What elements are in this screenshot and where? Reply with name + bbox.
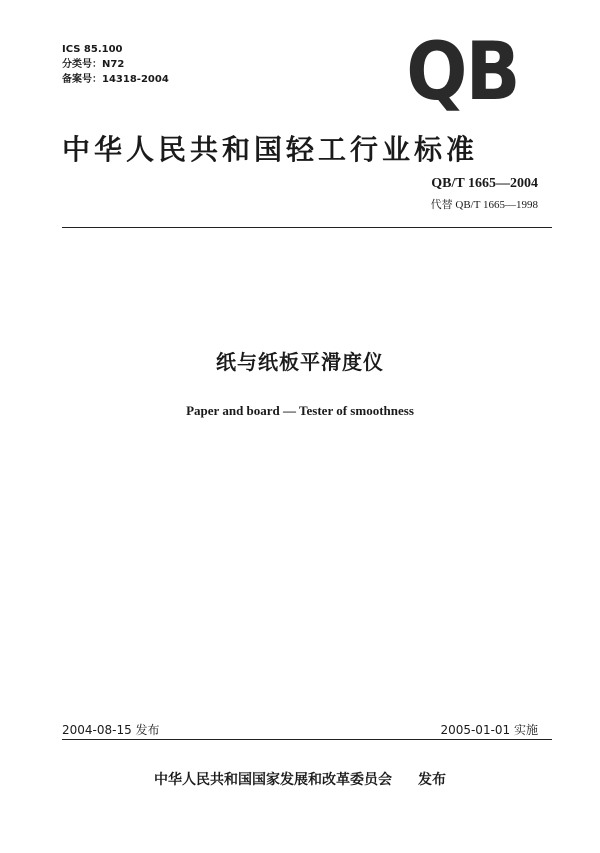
qb-logo (404, 25, 520, 118)
ics-code: ICS 85.100 (62, 44, 123, 55)
replaced-standard: 代替 QB/T 1665—1998 (430, 199, 538, 211)
class-number: 分类号：N72 (62, 59, 125, 70)
issuer-name: 中华人民共和国国家发展和改革委员会 (154, 772, 392, 788)
issuing-authority (0, 769, 600, 789)
standard-category-title: 中华人民共和国轻工行业标准 (62, 133, 479, 166)
document-title-cn: 纸与纸板平滑度仪 (216, 350, 384, 374)
document-title-en: Paper and board — Tester of smoothness (186, 403, 414, 418)
standard-number: QB/T 1665—2004 (431, 176, 538, 191)
bottom-divider (62, 739, 552, 740)
issuer-action: 发布 (418, 772, 446, 788)
qb-logo-text: QB (405, 25, 519, 118)
classification-block (62, 42, 169, 87)
implementation-date: 2005-01-01 实施 (440, 723, 538, 737)
issue-date: 2004-08-15 发布 (62, 723, 160, 737)
record-number: 备案号：14318-2004 (62, 74, 169, 85)
top-divider (62, 227, 552, 228)
